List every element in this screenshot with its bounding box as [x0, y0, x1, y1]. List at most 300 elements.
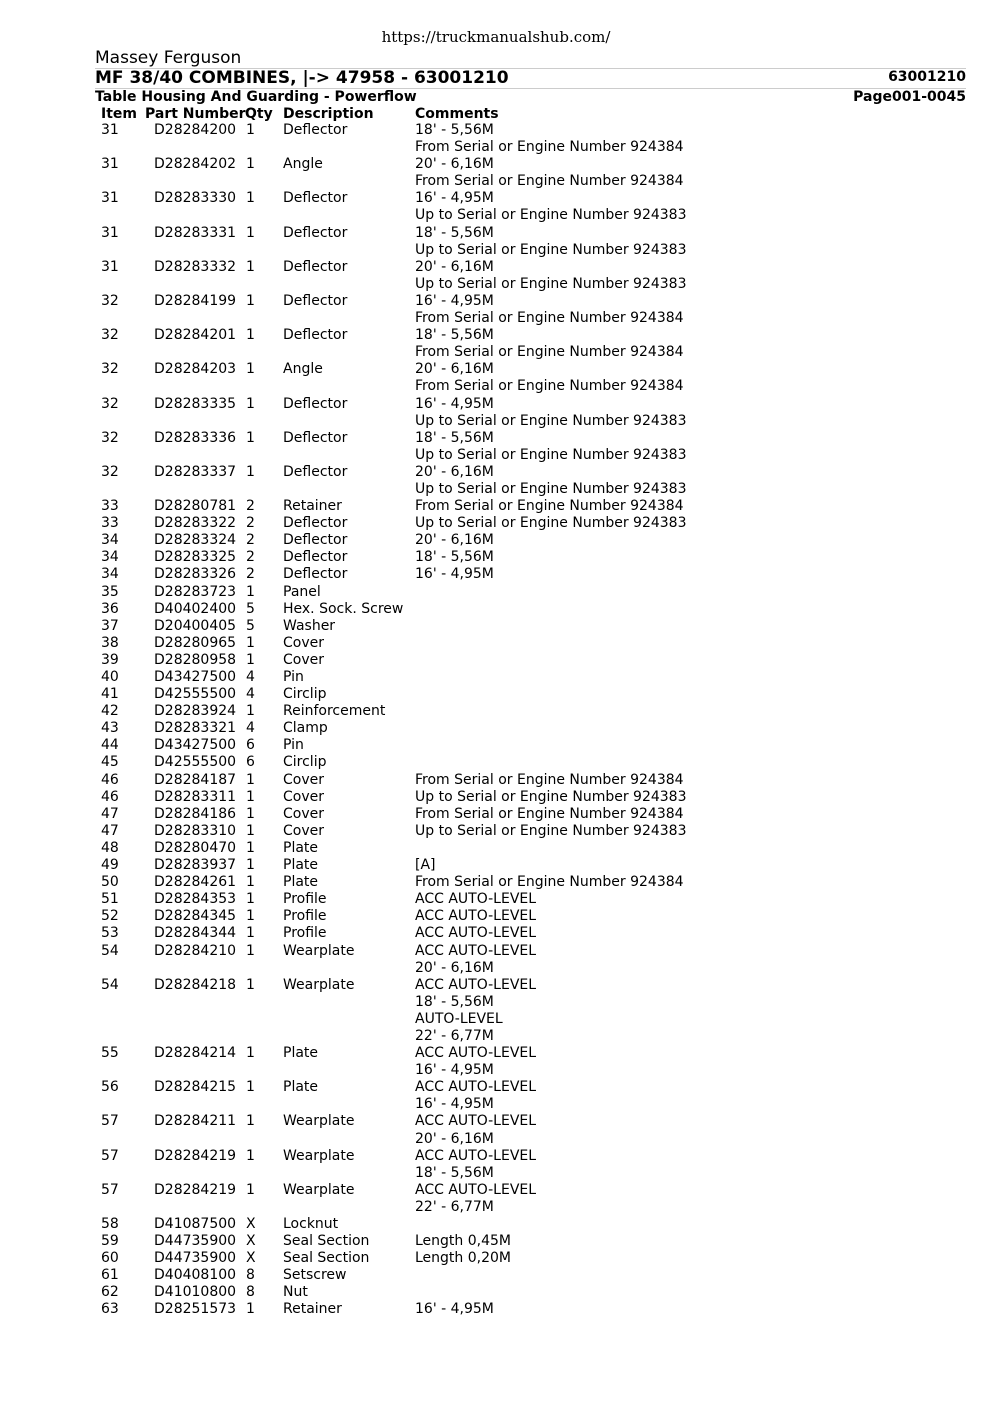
part-number: D28283324: [154, 532, 237, 549]
description: Cover: [283, 822, 324, 839]
item-number: 54: [101, 976, 119, 993]
comments: [415, 498, 684, 515]
quantity: 1: [246, 190, 255, 207]
table-row: [0, 891, 992, 908]
item-number: 51: [101, 891, 119, 908]
comments: [415, 806, 684, 823]
comment-line: Up to Serial or Engine Number 924383: [415, 822, 687, 839]
table-row: [0, 840, 992, 857]
item-number: 34: [101, 532, 119, 549]
quantity: 1: [246, 583, 255, 600]
table-row: [0, 396, 992, 430]
table-row: [0, 584, 992, 601]
item-number: 57: [101, 1181, 119, 1198]
description: Deflector: [283, 292, 348, 309]
part-number: D28284186: [154, 805, 237, 822]
quantity: 1: [246, 156, 255, 173]
table-row: [0, 754, 992, 771]
item-number: 54: [101, 942, 119, 959]
comments: [415, 1045, 536, 1079]
description: Plate: [283, 839, 319, 856]
item-number: 56: [101, 1079, 119, 1096]
table-row: [0, 635, 992, 652]
comment-line: ACC AUTO-LEVEL: [415, 925, 537, 942]
comment-line: Up to Serial or Engine Number 924383: [415, 515, 687, 532]
description: Seal Section: [283, 1250, 370, 1267]
description: Profile: [283, 908, 327, 925]
description: Seal Section: [283, 1233, 370, 1250]
item-number: 63: [101, 1301, 119, 1318]
description: Angle: [283, 156, 323, 173]
column-header-part-number: Part Number: [145, 106, 246, 122]
comment-line: 20' - 6,16M: [415, 1130, 494, 1147]
description: Plate: [283, 1045, 319, 1062]
part-number: D28283330: [154, 190, 237, 207]
comments: [415, 1148, 536, 1182]
item-number: 58: [101, 1216, 119, 1233]
quantity: 1: [246, 908, 255, 925]
comments: [415, 361, 684, 395]
description: Nut: [283, 1284, 308, 1301]
comments: [415, 190, 687, 224]
table-row: [0, 652, 992, 669]
part-number: D28284353: [154, 891, 237, 908]
quantity: 1: [246, 1045, 255, 1062]
table-row: [0, 515, 992, 532]
quantity: 1: [246, 1181, 255, 1198]
quantity: 1: [246, 703, 255, 720]
item-number: 50: [101, 874, 119, 891]
part-number: D28284219: [154, 1147, 237, 1164]
item-number: 60: [101, 1250, 119, 1267]
part-number: D28284187: [154, 771, 237, 788]
comments: [415, 943, 536, 977]
description: Deflector: [283, 190, 348, 207]
comment-line: AUTO-LEVEL: [415, 1010, 503, 1027]
description: Deflector: [283, 224, 348, 241]
description: Cover: [283, 771, 324, 788]
table-row: [0, 874, 992, 891]
document-number: 63001210: [888, 69, 966, 85]
comment-line: ACC AUTO-LEVEL: [415, 1181, 537, 1198]
description: Wearplate: [283, 1181, 355, 1198]
comments: [415, 772, 684, 789]
item-number: 31: [101, 156, 119, 173]
description: Plate: [283, 874, 319, 891]
item-number: 38: [101, 634, 119, 651]
comment-line: 18' - 5,56M: [415, 122, 494, 138]
comment-line: ACC AUTO-LEVEL: [415, 1147, 537, 1164]
table-row: [0, 1267, 992, 1284]
part-number: D40408100: [154, 1267, 237, 1284]
comment-line: 20' - 6,16M: [415, 463, 494, 480]
quantity: 2: [246, 549, 255, 566]
part-number: D28280965: [154, 634, 237, 651]
table-row: [0, 925, 992, 942]
description: Cover: [283, 634, 324, 651]
part-number: D28283322: [154, 515, 237, 532]
part-number: D28283335: [154, 395, 237, 412]
description: Deflector: [283, 258, 348, 275]
column-header-item: Item: [101, 106, 137, 122]
table-row: [0, 1250, 992, 1267]
quantity: X: [246, 1233, 256, 1250]
description: Wearplate: [283, 1113, 355, 1130]
comment-line: From Serial or Engine Number 924384: [415, 771, 684, 788]
comment-line: 18' - 5,56M: [415, 224, 494, 241]
item-number: 31: [101, 258, 119, 275]
table-row: [0, 122, 992, 156]
table-row: [0, 1148, 992, 1182]
comments: [415, 225, 687, 259]
quantity: 4: [246, 720, 255, 737]
quantity: 1: [246, 822, 255, 839]
description: Retainer: [283, 498, 342, 515]
item-number: 57: [101, 1147, 119, 1164]
comment-line: From Serial or Engine Number 924384: [415, 498, 684, 515]
quantity: 1: [246, 857, 255, 874]
part-number: D28280958: [154, 651, 237, 668]
part-number: D28283331: [154, 224, 237, 241]
table-row: [0, 327, 992, 361]
part-number: D28284218: [154, 976, 237, 993]
description: Deflector: [283, 429, 348, 446]
table-row: [0, 1301, 992, 1318]
item-number: 57: [101, 1113, 119, 1130]
comment-line: 18' - 5,56M: [415, 327, 494, 344]
comments: [415, 156, 684, 190]
quantity: 1: [246, 327, 255, 344]
item-number: 39: [101, 651, 119, 668]
comment-line: Up to Serial or Engine Number 924383: [415, 412, 687, 429]
quantity: 1: [246, 429, 255, 446]
description: Reinforcement: [283, 703, 386, 720]
description: Wearplate: [283, 942, 355, 959]
quantity: 1: [246, 891, 255, 908]
description: Deflector: [283, 463, 348, 480]
comment-line: 20' - 6,16M: [415, 532, 494, 549]
item-number: 46: [101, 771, 119, 788]
table-row: [0, 703, 992, 720]
item-number: 40: [101, 669, 119, 685]
description: Cover: [283, 788, 324, 805]
comment-line: From Serial or Engine Number 924384: [415, 139, 684, 156]
comments: [415, 293, 684, 327]
comments: [415, 1113, 536, 1147]
quantity: 1: [246, 651, 255, 668]
quantity: 5: [246, 600, 255, 617]
table-row: [0, 857, 992, 874]
part-number: D28283336: [154, 429, 237, 446]
table-row: [0, 977, 992, 1045]
description: Profile: [283, 925, 327, 942]
part-number: D43427500: [154, 669, 237, 685]
part-number: D44735900: [154, 1233, 237, 1250]
comment-line: 20' - 6,16M: [415, 959, 494, 976]
quantity: X: [246, 1216, 256, 1233]
item-number: 44: [101, 737, 119, 754]
item-number: 32: [101, 292, 119, 309]
item-number: 52: [101, 908, 119, 925]
description: Wearplate: [283, 976, 355, 993]
table-row: [0, 943, 992, 977]
quantity: 1: [246, 258, 255, 275]
table-row: [0, 772, 992, 789]
table-row: [0, 430, 992, 464]
comments: [415, 977, 536, 1045]
description: Deflector: [283, 549, 348, 566]
comments: [415, 464, 687, 498]
description: Washer: [283, 617, 336, 634]
comments: [415, 396, 687, 430]
part-number: D28283337: [154, 463, 237, 480]
item-number: 47: [101, 822, 119, 839]
quantity: 2: [246, 532, 255, 549]
item-number: 61: [101, 1267, 119, 1284]
item-number: 34: [101, 549, 119, 566]
table-row: [0, 1216, 992, 1233]
comments: [415, 891, 536, 908]
quantity: 1: [246, 874, 255, 891]
part-number: D28284201: [154, 327, 237, 344]
description: Deflector: [283, 395, 348, 412]
quantity: 1: [246, 805, 255, 822]
item-number: 43: [101, 720, 119, 737]
description: Plate: [283, 857, 319, 874]
table-row: [0, 225, 992, 259]
part-number: D28284210: [154, 942, 237, 959]
part-number: D41087500: [154, 1216, 237, 1233]
comment-line: 22' - 6,77M: [415, 1027, 494, 1044]
item-number: 33: [101, 498, 119, 515]
item-number: 59: [101, 1233, 119, 1250]
item-number: 32: [101, 463, 119, 480]
quantity: X: [246, 1250, 256, 1267]
comment-line: 18' - 5,56M: [415, 1164, 494, 1181]
table-row: [0, 549, 992, 566]
comment-line: ACC AUTO-LEVEL: [415, 891, 537, 908]
part-number: D28251573: [154, 1301, 237, 1318]
comments: [415, 908, 536, 925]
description: Pin: [283, 737, 304, 754]
section-title: Table Housing And Guarding - Powerflow: [95, 89, 417, 105]
part-number: D41010800: [154, 1284, 237, 1301]
quantity: 8: [246, 1267, 255, 1284]
comment-line: 16' - 4,95M: [415, 190, 494, 207]
part-number: D28283311: [154, 788, 237, 805]
table-row: [0, 1233, 992, 1250]
table-row: [0, 259, 992, 293]
comments: [415, 857, 436, 874]
document-title: MF 38/40 COMBINES, |-> 47958 - 63001210: [95, 68, 509, 88]
quantity: 1: [246, 361, 255, 378]
quantity: 1: [246, 1301, 255, 1318]
description: Deflector: [283, 327, 348, 344]
description: Deflector: [283, 566, 348, 583]
quantity: 1: [246, 942, 255, 959]
part-number: D28283326: [154, 566, 237, 583]
item-number: 33: [101, 515, 119, 532]
comment-line: Up to Serial or Engine Number 924383: [415, 275, 687, 292]
part-number: D28284202: [154, 156, 237, 173]
description: Circlip: [283, 686, 327, 703]
part-number: D28284203: [154, 361, 237, 378]
comment-line: 18' - 5,56M: [415, 993, 494, 1010]
part-number: D28283924: [154, 703, 237, 720]
comment-line: 20' - 6,16M: [415, 361, 494, 378]
item-number: 35: [101, 583, 119, 600]
comment-line: [A]: [415, 857, 436, 874]
description: Angle: [283, 361, 323, 378]
comment-line: 22' - 6,77M: [415, 1198, 494, 1215]
quantity: 6: [246, 754, 255, 771]
part-number: D28280781: [154, 498, 237, 515]
comments: [415, 925, 536, 942]
quantity: 1: [246, 463, 255, 480]
comments: [415, 327, 684, 361]
quantity: 1: [246, 395, 255, 412]
description: Profile: [283, 891, 327, 908]
comments: [415, 515, 687, 532]
quantity: 1: [246, 292, 255, 309]
item-number: 41: [101, 686, 119, 703]
comment-line: Up to Serial or Engine Number 924383: [415, 446, 687, 463]
quantity: 2: [246, 515, 255, 532]
source-url[interactable]: https://truckmanualshub.com/: [381, 28, 611, 46]
part-number: D28284219: [154, 1181, 237, 1198]
item-number: 46: [101, 788, 119, 805]
description: Deflector: [283, 122, 348, 138]
item-number: 62: [101, 1284, 119, 1301]
parts-table: [0, 122, 992, 1319]
part-number: D28283723: [154, 583, 237, 600]
quantity: 1: [246, 976, 255, 993]
description: Deflector: [283, 515, 348, 532]
part-number: D28284199: [154, 292, 237, 309]
part-number: D28284215: [154, 1079, 237, 1096]
quantity: 4: [246, 669, 255, 685]
part-number: D44735900: [154, 1250, 237, 1267]
comment-line: Up to Serial or Engine Number 924383: [415, 480, 687, 497]
quantity: 1: [246, 634, 255, 651]
description: Locknut: [283, 1216, 339, 1233]
part-number: D28283937: [154, 857, 237, 874]
quantity: 6: [246, 737, 255, 754]
item-number: 34: [101, 566, 119, 583]
comment-line: 16' - 4,95M: [415, 1301, 494, 1318]
quantity: 4: [246, 686, 255, 703]
comment-line: From Serial or Engine Number 924384: [415, 805, 684, 822]
description: Hex. Sock. Screw: [283, 600, 404, 617]
table-row: [0, 293, 992, 327]
comment-line: 16' - 4,95M: [415, 395, 494, 412]
part-number: D42555500: [154, 754, 237, 771]
comments: [415, 1182, 536, 1216]
comments: [415, 1301, 494, 1318]
item-number: 31: [101, 190, 119, 207]
quantity: 1: [246, 771, 255, 788]
comment-line: 16' - 4,95M: [415, 1096, 494, 1113]
item-number: 53: [101, 925, 119, 942]
part-number: D28283325: [154, 549, 237, 566]
quantity: 8: [246, 1284, 255, 1301]
table-row: [0, 1045, 992, 1079]
item-number: 31: [101, 122, 119, 138]
table-row: [0, 618, 992, 635]
table-row: [0, 156, 992, 190]
comments: [415, 566, 494, 583]
table-row: [0, 190, 992, 224]
table-row: [0, 669, 992, 686]
description: Pin: [283, 669, 304, 685]
item-number: 32: [101, 327, 119, 344]
item-number: 32: [101, 395, 119, 412]
comments: [415, 1250, 511, 1267]
quantity: 1: [246, 1147, 255, 1164]
table-row: [0, 806, 992, 823]
item-number: 32: [101, 361, 119, 378]
column-header-qty: Qty: [245, 106, 273, 122]
part-number: D28280470: [154, 839, 237, 856]
table-row: [0, 737, 992, 754]
table-row: [0, 1284, 992, 1301]
quantity: 1: [246, 1079, 255, 1096]
description: Deflector: [283, 532, 348, 549]
comment-line: ACC AUTO-LEVEL: [415, 976, 537, 993]
part-number: D28283332: [154, 258, 237, 275]
item-number: 31: [101, 224, 119, 241]
comment-line: 16' - 4,95M: [415, 1062, 494, 1079]
comment-line: 18' - 5,56M: [415, 549, 494, 566]
part-number: D28284345: [154, 908, 237, 925]
part-number: D42555500: [154, 686, 237, 703]
description: Cover: [283, 805, 324, 822]
table-row: [0, 1113, 992, 1147]
item-number: 45: [101, 754, 119, 771]
quantity: 1: [246, 839, 255, 856]
table-row: [0, 908, 992, 925]
description: Retainer: [283, 1301, 342, 1318]
table-row: [0, 823, 992, 840]
item-number: 48: [101, 839, 119, 856]
part-number: D28283321: [154, 720, 237, 737]
part-number: D28284344: [154, 925, 237, 942]
description: Cover: [283, 651, 324, 668]
comments: [415, 430, 687, 464]
part-number: D28283310: [154, 822, 237, 839]
quantity: 1: [246, 788, 255, 805]
part-number: D20400405: [154, 617, 237, 634]
table-row: [0, 361, 992, 395]
brand-name: Massey Ferguson: [95, 48, 242, 68]
table-row: [0, 601, 992, 618]
item-number: 49: [101, 857, 119, 874]
quantity: 1: [246, 224, 255, 241]
part-number: D28284200: [154, 122, 237, 138]
description: Setscrew: [283, 1267, 347, 1284]
description: Circlip: [283, 754, 327, 771]
comment-line: 20' - 6,16M: [415, 258, 494, 275]
comment-line: Length 0,20M: [415, 1250, 511, 1267]
description: Panel: [283, 583, 321, 600]
comment-line: 18' - 5,56M: [415, 429, 494, 446]
comments: [415, 122, 684, 156]
comment-line: 16' - 4,95M: [415, 292, 494, 309]
comments: [415, 874, 684, 891]
comment-line: From Serial or Engine Number 924384: [415, 173, 684, 190]
comment-line: ACC AUTO-LEVEL: [415, 1113, 537, 1130]
item-number: 47: [101, 805, 119, 822]
